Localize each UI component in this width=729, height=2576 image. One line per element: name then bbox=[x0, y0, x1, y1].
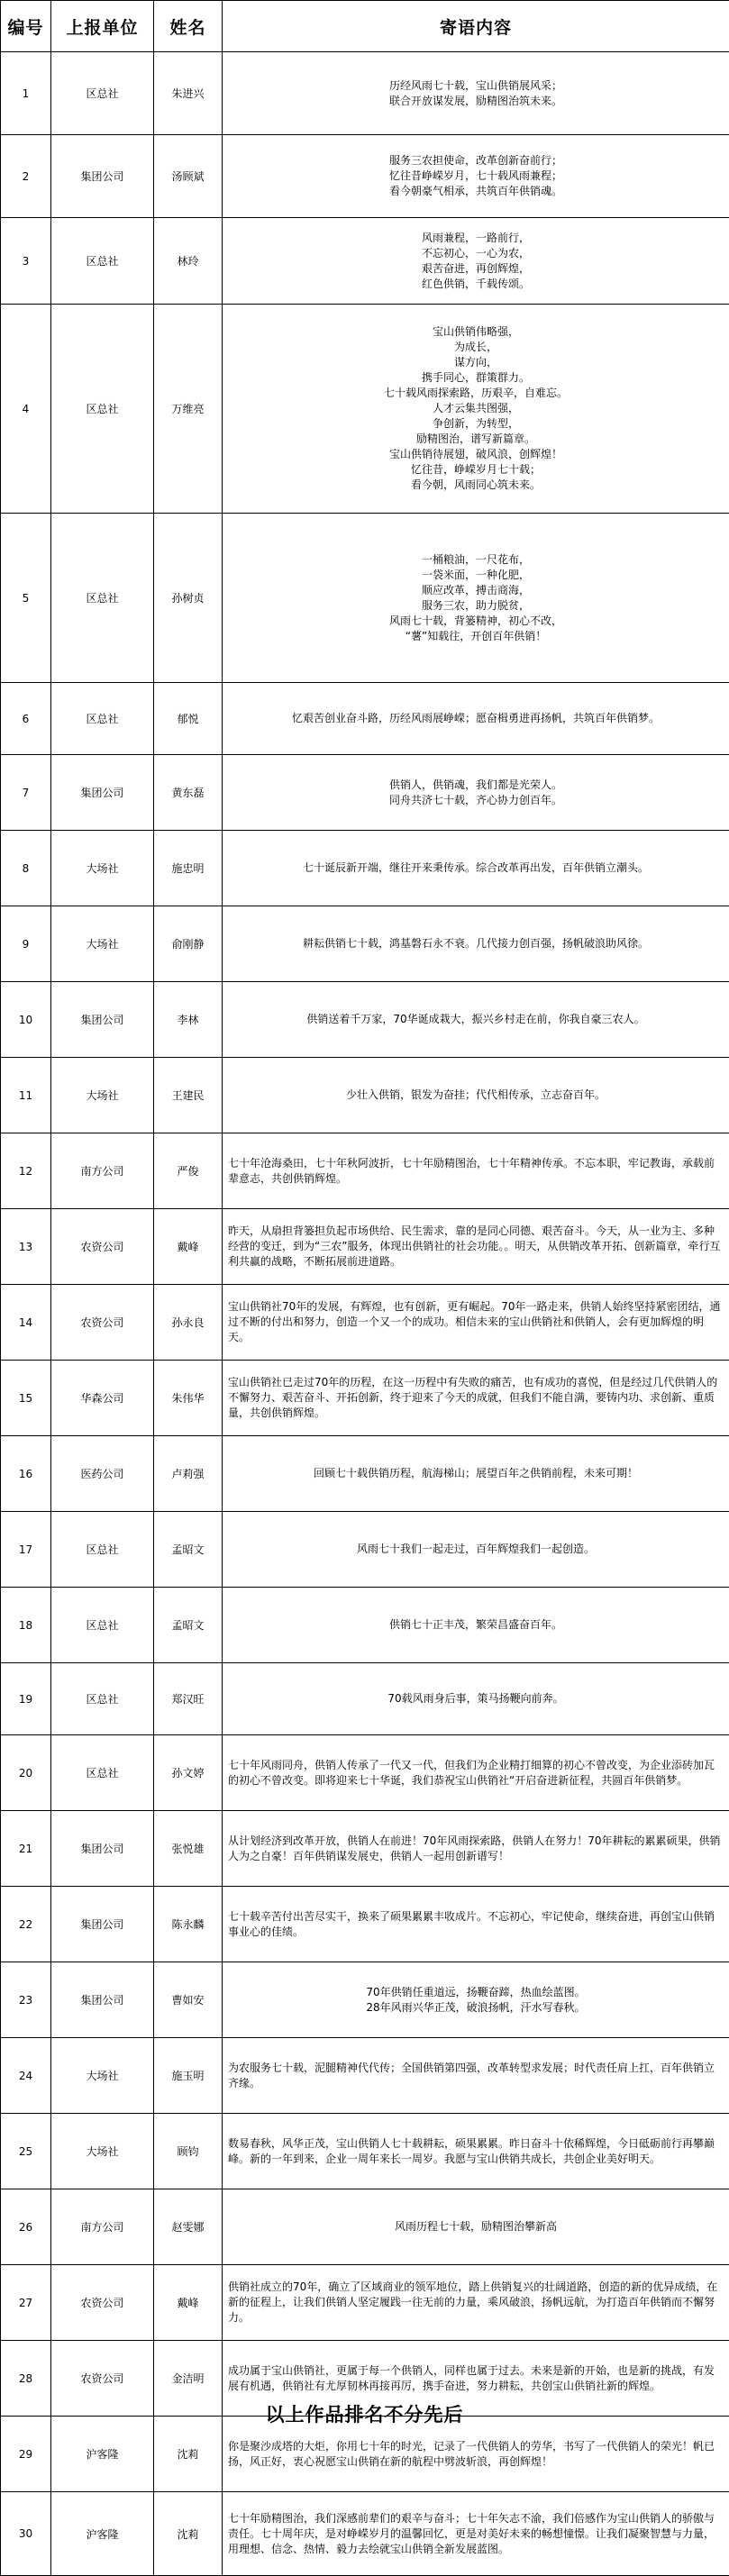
content-line: 风雨兼程，一路前行， bbox=[228, 231, 724, 246]
row-content bbox=[223, 52, 729, 135]
table-row bbox=[1, 755, 729, 831]
table-row bbox=[1, 2189, 729, 2265]
content-line: 宝山供销伟略强， bbox=[228, 324, 724, 340]
row-content bbox=[223, 1209, 729, 1285]
row-id: 4 bbox=[1, 305, 51, 514]
content-line: 供销七十正丰茂，繁荣昌盛奋百年。 bbox=[228, 1617, 724, 1633]
table-row bbox=[1, 1285, 729, 1361]
row-unit: 区总社 bbox=[51, 52, 154, 135]
row-content bbox=[223, 1962, 729, 2038]
row-content bbox=[223, 2114, 729, 2189]
content-line: 艰苦奋进，再创辉煌， bbox=[228, 261, 724, 277]
row-content bbox=[223, 1285, 729, 1361]
content-line: 看今朝豪气相承，共筑百年供销魂。 bbox=[228, 184, 724, 199]
row-content bbox=[223, 1512, 729, 1588]
content-line: 少壮入供销，银发为奋挂；代代相传承，立志奋百年。 bbox=[228, 1088, 724, 1103]
row-unit: 大场社 bbox=[51, 831, 154, 906]
row-name: 沈莉 bbox=[154, 2417, 223, 2492]
content-line: 不忘初心，一心为农， bbox=[228, 246, 724, 261]
row-content bbox=[223, 1811, 729, 1887]
content-line: 服务三农，助力脱贫， bbox=[228, 598, 724, 614]
row-unit: 南方公司 bbox=[51, 1133, 154, 1209]
row-name: 沈莉 bbox=[154, 2492, 223, 2576]
table-row bbox=[1, 1887, 729, 1962]
row-id: 15 bbox=[1, 1361, 51, 1436]
row-content bbox=[223, 514, 729, 683]
row-unit: 区总社 bbox=[51, 1512, 154, 1588]
row-name: 孙树贞 bbox=[154, 514, 223, 683]
content-line: 看今朝，风雨同心筑未来。 bbox=[228, 478, 724, 493]
row-unit: 集团公司 bbox=[51, 982, 154, 1058]
content-line: 一桶粮油，一尺花布， bbox=[228, 552, 724, 568]
table-row bbox=[1, 218, 729, 305]
content-line: 争创新，为转型， bbox=[228, 416, 724, 432]
content-line: 宝山供销待展翅，破风浪，创辉煌！ bbox=[228, 447, 724, 462]
row-name: 张悦雄 bbox=[154, 1811, 223, 1887]
content-line: 一袋米面，一种化肥， bbox=[228, 568, 724, 583]
row-id: 6 bbox=[1, 683, 51, 755]
table-row bbox=[1, 1512, 729, 1588]
content-line: 服务三农担使命，改革创新奋前行； bbox=[228, 153, 724, 168]
row-unit: 区总社 bbox=[51, 1735, 154, 1811]
row-unit: 区总社 bbox=[51, 514, 154, 683]
header-name: 姓名 bbox=[154, 1, 223, 52]
table-row bbox=[1, 683, 729, 755]
row-unit: 区总社 bbox=[51, 1588, 154, 1663]
table-header-row bbox=[1, 1, 729, 52]
content-line: 联合开放谋发展，励精图治筑未来。 bbox=[228, 94, 724, 109]
row-content bbox=[223, 2265, 729, 2341]
row-id: 10 bbox=[1, 982, 51, 1058]
row-id: 22 bbox=[1, 1887, 51, 1962]
table-row bbox=[1, 1133, 729, 1209]
row-unit: 大场社 bbox=[51, 906, 154, 982]
table-row bbox=[1, 1436, 729, 1512]
row-content bbox=[223, 906, 729, 982]
row-unit: 集团公司 bbox=[51, 755, 154, 831]
row-id: 29 bbox=[1, 2417, 51, 2492]
row-id: 26 bbox=[1, 2189, 51, 2265]
table-row bbox=[1, 1735, 729, 1811]
row-id: 27 bbox=[1, 2265, 51, 2341]
row-unit: 集团公司 bbox=[51, 135, 154, 218]
row-unit: 南方公司 bbox=[51, 2189, 154, 2265]
row-content bbox=[223, 1361, 729, 1436]
table-row bbox=[1, 2492, 729, 2576]
row-name: 孟昭文 bbox=[154, 1512, 223, 1588]
content-line: 七十年沧海桑田，七十年秋阿波折，七十年励精图治，七十年精神传承。不忘本职，牢记教诲，承载前辈意志，共创供销辉煌。 bbox=[228, 1156, 724, 1187]
table-row bbox=[1, 305, 729, 514]
table-row bbox=[1, 1058, 729, 1133]
row-name: 林玲 bbox=[154, 218, 223, 305]
content-line: 供销送着千万家，70华诞成栽大，振兴乡村走在前，你我自豪三农人。 bbox=[228, 1012, 724, 1027]
row-content bbox=[223, 1058, 729, 1133]
row-unit: 集团公司 bbox=[51, 1887, 154, 1962]
row-name: 孙文婷 bbox=[154, 1735, 223, 1811]
row-id: 16 bbox=[1, 1436, 51, 1512]
header-id: 编号 bbox=[1, 1, 51, 52]
row-name: 郁悦 bbox=[154, 683, 223, 755]
content-line: 70载风雨身后事，策马扬鞭向前奔。 bbox=[228, 1691, 724, 1707]
content-line: 28年风雨兴华正茂，破浪扬帆，汗水写春秋。 bbox=[228, 2000, 724, 2016]
row-name: 王建民 bbox=[154, 1058, 223, 1133]
row-id: 9 bbox=[1, 906, 51, 982]
table-row bbox=[1, 906, 729, 982]
row-name: 郑汉旺 bbox=[154, 1663, 223, 1735]
table-row bbox=[1, 514, 729, 683]
content-line: 昨天，从扇担背篓担负起市场供给、民生需求，靠的是同心同德、艰苦奋斗。今天，从一业为主、多种经营的变迁，到为“三农”服务，体现出供销社的社会功能。。明天，从供销改革开拓、创新篇章，牵行互利共赢的战略，不断拓展前进道路。 bbox=[228, 1224, 724, 1270]
content-line: 七十载辛苦付出苦尽实干，换来了硕果累累丰收成片。不忘初心，牢记使命，继续奋进，再创宝山供销事业心的佳绩。 bbox=[228, 1909, 724, 1940]
row-id: 5 bbox=[1, 514, 51, 683]
row-name: 曹如安 bbox=[154, 1962, 223, 2038]
content-line: 你是聚沙成塔的大炬，你用七十年的时光，记录了一代供销人的劳华，书写了一代供销人的荣光！帆已扬，风正好，衷心祝愿宝山供销在新的航程中劈波斩浪，再创辉煌！ bbox=[228, 2439, 724, 2470]
content-line: 七十载风雨探索路，历艰辛，自难忘。 bbox=[228, 386, 724, 401]
row-id: 18 bbox=[1, 1588, 51, 1663]
row-unit: 区总社 bbox=[51, 683, 154, 755]
row-name: 陈永麟 bbox=[154, 1887, 223, 1962]
row-unit: 大场社 bbox=[51, 2038, 154, 2114]
row-content bbox=[223, 135, 729, 218]
row-name: 顾钧 bbox=[154, 2114, 223, 2189]
content-line: 忆往昔峥嵘岁月，七十载风雨兼程； bbox=[228, 168, 724, 184]
row-unit: 医药公司 bbox=[51, 1436, 154, 1512]
row-name: 孙永良 bbox=[154, 1285, 223, 1361]
row-id: 30 bbox=[1, 2492, 51, 2576]
row-unit: 区总社 bbox=[51, 305, 154, 514]
row-name: 严俊 bbox=[154, 1133, 223, 1209]
content-line: 成功属于宝山供销社，更属于每一个供销人，同样也属于过去。未来是新的开始，也是新的挑战，有发展有机遇，供销社有尤厚韧林再接再厉，携手奋进，努力耕耘，共创宝山供销社新的辉煌。 bbox=[228, 2363, 724, 2394]
table-row bbox=[1, 1962, 729, 2038]
table-row bbox=[1, 2038, 729, 2114]
table-row bbox=[1, 135, 729, 218]
row-id: 21 bbox=[1, 1811, 51, 1887]
content-line: 数易春秋，风华正茂，宝山供销人七十载耕耘，硕果累累。昨日奋斗十依稀辉煌，今日砥砺前行再攀巅峰。新的一年到来，企业一周年来长一周岁。我愿与宝山供销共成长，共创企业美好明天。 bbox=[228, 2136, 724, 2167]
row-id: 28 bbox=[1, 2341, 51, 2417]
row-name: 戴峰 bbox=[154, 1209, 223, 1285]
content-line: 谋方向， bbox=[228, 355, 724, 370]
content-line: 供销社成立的70年，确立了区域商业的领军地位，踏上供销复兴的壮阔道路，创造的新的优异成绩，在新的征程上，让我们供销人坚定履践一往无前的力量，乘风破浪，扬帆远航，为打造百年供销而不懈努力。 bbox=[228, 2280, 724, 2326]
row-content bbox=[223, 1133, 729, 1209]
row-unit: 农资公司 bbox=[51, 1285, 154, 1361]
table-body bbox=[1, 52, 729, 2576]
row-content bbox=[223, 683, 729, 755]
header-unit: 上报单位 bbox=[51, 1, 154, 52]
row-content bbox=[223, 982, 729, 1058]
row-name: 卢莉强 bbox=[154, 1436, 223, 1512]
table-row bbox=[1, 1811, 729, 1887]
row-content bbox=[223, 755, 729, 831]
row-content bbox=[223, 1887, 729, 1962]
row-name: 施忠明 bbox=[154, 831, 223, 906]
row-id: 7 bbox=[1, 755, 51, 831]
table-row bbox=[1, 1209, 729, 1285]
content-line: 忆艰苦创业奋斗路，历经风雨展峥嵘；愿奋楫勇进再扬帆，共筑百年供销梦。 bbox=[228, 711, 724, 726]
row-content bbox=[223, 305, 729, 514]
row-name: 施玉明 bbox=[154, 2038, 223, 2114]
row-id: 24 bbox=[1, 2038, 51, 2114]
row-unit: 华森公司 bbox=[51, 1361, 154, 1436]
content-line: 从计划经济到改革开放，供销人在前进！70年风雨探索路，供销人在努力！70年耕耘的累累硕果，供销人为之自豪！百年供销谋发展史，供销人一起用创新谱写！ bbox=[228, 1834, 724, 1864]
row-id: 13 bbox=[1, 1209, 51, 1285]
row-name: 黄东磊 bbox=[154, 755, 223, 831]
content-line: 宝山供销社已走过70年的历程，在这一历程中有失败的痛苦，也有成功的喜悦，但是经过几代供销人的不懈努力、艰苦奋斗、开拓创新，终于迎来了今天的成就，但我们不能自满，要铸内功、求创新、重质量，共创供销辉煌。 bbox=[228, 1375, 724, 1421]
row-content bbox=[223, 2492, 729, 2576]
row-name: 汤顾斌 bbox=[154, 135, 223, 218]
table-row bbox=[1, 2265, 729, 2341]
content-line: 顺应改革，搏击商海， bbox=[228, 583, 724, 598]
content-line: 七十诞辰新开端，继往开来秉传承。综合改革再出发，百年供销立潮头。 bbox=[228, 860, 724, 876]
row-name: 戴峰 bbox=[154, 2265, 223, 2341]
table-row bbox=[1, 1361, 729, 1436]
row-id: 8 bbox=[1, 831, 51, 906]
content-line: 七十年风雨同舟，供销人传承了一代又一代，但我们为企业精打细算的初心不曾改变，为企业添砖加瓦的初心不曾改变。即将迎来七十华诞，我们恭祝宝山供销社“开启奋进新征程，共圆百年供销梦。 bbox=[228, 1758, 724, 1789]
content-line: 宝山供销社70年的发展，有辉煌，也有创新，更有崛起。70年一路走来，供销人始终坚持紧密团结，通过不断的付出和努力，创造一个又一个的成功。相信未来的宝山供销社和供销人，会有更加辉煌的明天。 bbox=[228, 1299, 724, 1345]
table-row bbox=[1, 1663, 729, 1735]
content-line: 70年供销任重道远，扬鞭奋蹄，热血绘蓝图。 bbox=[228, 1985, 724, 2000]
table-row bbox=[1, 2114, 729, 2189]
row-unit: 大场社 bbox=[51, 1058, 154, 1133]
row-id: 14 bbox=[1, 1285, 51, 1361]
row-name: 金洁明 bbox=[154, 2341, 223, 2417]
content-line: “薯”知载往，开创百年供销！ bbox=[228, 629, 724, 644]
content-line: 耕耘供销七十载，鸿基磐石永不衰。几代接力创百强，扬帆破浪助风徐。 bbox=[228, 936, 724, 951]
table-row bbox=[1, 982, 729, 1058]
row-content bbox=[223, 2189, 729, 2265]
row-unit: 沪客隆 bbox=[51, 2492, 154, 2576]
row-name: 朱伟华 bbox=[154, 1361, 223, 1436]
row-id: 2 bbox=[1, 135, 51, 218]
row-content bbox=[223, 1735, 729, 1811]
row-content bbox=[223, 2038, 729, 2114]
content-line: 携手同心，群策群力。 bbox=[228, 370, 724, 386]
row-unit: 农资公司 bbox=[51, 2341, 154, 2417]
content-line: 为成长， bbox=[228, 340, 724, 355]
row-unit: 大场社 bbox=[51, 2114, 154, 2189]
content-line: 红色供销，千载传颂。 bbox=[228, 277, 724, 292]
row-name: 朱进兴 bbox=[154, 52, 223, 135]
row-name: 万维亮 bbox=[154, 305, 223, 514]
row-unit: 农资公司 bbox=[51, 1209, 154, 1285]
row-unit: 区总社 bbox=[51, 1663, 154, 1735]
content-line: 七十年励精图治，我们深感前辈们的艰辛与奋斗；七十年矢志不渝，我们倍感作为宝山供销人的骄傲与责任。七十周年庆，是对峥嵘岁月的温馨回忆，更是对美好未来的畅想憧憬。让我们凝聚智慧与力量，用理想、信念、热情、毅力去绘就宝山供销全新发展蓝图。 bbox=[228, 2511, 724, 2557]
table-row bbox=[1, 831, 729, 906]
row-content bbox=[223, 1436, 729, 1512]
row-content bbox=[223, 1663, 729, 1735]
row-unit: 集团公司 bbox=[51, 1811, 154, 1887]
footer-note: 以上作品排名不分先后 bbox=[0, 2397, 729, 2433]
content-line: 风雨七十我们一起走过，百年辉煌我们一起创造。 bbox=[228, 1542, 724, 1557]
content-line: 回顾七十载供销历程，航海梯山；展望百年之供销前程，未来可期！ bbox=[228, 1466, 724, 1481]
row-unit: 沪客隆 bbox=[51, 2417, 154, 2492]
table-row bbox=[1, 52, 729, 135]
row-name: 李林 bbox=[154, 982, 223, 1058]
row-unit: 区总社 bbox=[51, 218, 154, 305]
row-content bbox=[223, 218, 729, 305]
row-id: 1 bbox=[1, 52, 51, 135]
content-line: 忆往昔，峥嵘岁月七十载； bbox=[228, 462, 724, 478]
content-line: 历经风雨七十载，宝山供销展风采； bbox=[228, 78, 724, 94]
row-unit: 集团公司 bbox=[51, 1962, 154, 2038]
content-line: 风雨七十载，背篓精神，初心不改， bbox=[228, 614, 724, 629]
content-line: 供销人，供销魂，我们都是光荣人。 bbox=[228, 778, 724, 793]
table-row bbox=[1, 1588, 729, 1663]
row-id: 3 bbox=[1, 218, 51, 305]
row-id: 11 bbox=[1, 1058, 51, 1133]
content-line: 为农服务七十载，泥腿精神代代传；全国供销第四强，改革转型求发展；时代责任肩上扛，百年供销立齐缘。 bbox=[228, 2061, 724, 2091]
row-id: 12 bbox=[1, 1133, 51, 1209]
row-content bbox=[223, 1588, 729, 1663]
content-line: 同舟共济七十载，齐心协力创百年。 bbox=[228, 793, 724, 808]
row-content bbox=[223, 831, 729, 906]
content-line: 励精图治，谱写新篇章。 bbox=[228, 432, 724, 447]
row-id: 25 bbox=[1, 2114, 51, 2189]
row-id: 19 bbox=[1, 1663, 51, 1735]
row-unit: 农资公司 bbox=[51, 2265, 154, 2341]
row-name: 赵雯娜 bbox=[154, 2189, 223, 2265]
row-name: 孟昭文 bbox=[154, 1588, 223, 1663]
header-content: 寄语内容 bbox=[223, 1, 729, 52]
row-id: 20 bbox=[1, 1735, 51, 1811]
content-line: 风雨历程七十载，励精图治攀新高 bbox=[228, 2219, 724, 2235]
row-id: 23 bbox=[1, 1962, 51, 2038]
content-line: 人才云集共图强， bbox=[228, 401, 724, 416]
row-name: 俞刚静 bbox=[154, 906, 223, 982]
row-id: 17 bbox=[1, 1512, 51, 1588]
